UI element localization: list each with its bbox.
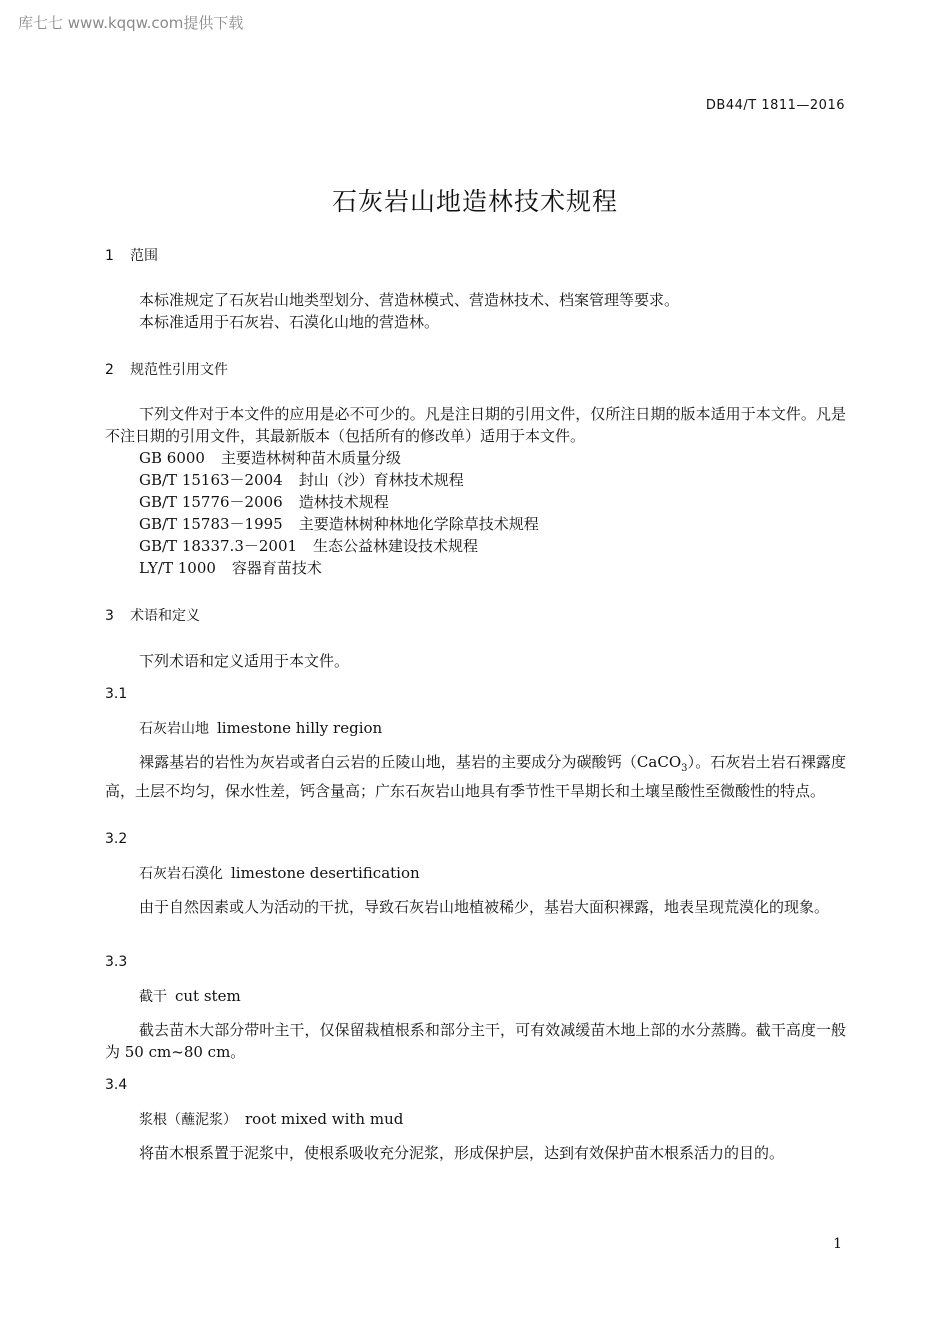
section-title: 术语和定义 bbox=[130, 608, 200, 624]
term-definition: 将苗木根系置于泥浆中，使根系吸收充分泥浆，形成保护层，达到有效保护苗木根系活力的目的。 bbox=[139, 1144, 785, 1162]
section-title: 范围 bbox=[130, 248, 158, 264]
document-id: DB44/T 1811—2016 bbox=[705, 98, 845, 113]
reference-name: 生态公益林建设技术规程 bbox=[313, 537, 479, 555]
page-number: 1 bbox=[833, 1236, 842, 1252]
reference-code: GB 6000 bbox=[139, 449, 205, 467]
reference-code: LY/T 1000 bbox=[139, 559, 216, 577]
scope-paragraph-2: 本标准适用于石灰岩、石漠化山地的营造林。 bbox=[139, 313, 440, 331]
reference-code: GB/T 15163－2004 bbox=[139, 471, 283, 489]
reference-item bbox=[139, 557, 322, 579]
page-title: 石灰岩山地造林技术规程 bbox=[331, 187, 618, 216]
reference-name: 造林技术规程 bbox=[298, 493, 389, 511]
term-cn: 浆根（蘸泥浆） bbox=[139, 1112, 237, 1128]
reference-name: 容器育苗技术 bbox=[231, 559, 322, 577]
section-heading-scope bbox=[105, 245, 158, 265]
section-number: 1 bbox=[105, 248, 114, 264]
term-cn: 石灰岩石漠化 bbox=[139, 866, 223, 882]
term-heading bbox=[139, 985, 241, 1008]
scope-paragraph-1: 本标准规定了石灰岩山地类型划分、营造林模式、营造林技术、档案管理等要求。 bbox=[139, 291, 680, 309]
term-number: 3.3 bbox=[105, 954, 128, 970]
reference-code: GB/T 18337.3－2001 bbox=[139, 537, 298, 555]
reference-item bbox=[139, 469, 464, 491]
watermark: 库七七 www.kqqw.com提供下载 bbox=[18, 14, 244, 32]
term-en: limestone hilly region bbox=[217, 719, 383, 737]
reference-item bbox=[139, 513, 539, 535]
term-number: 3.4 bbox=[105, 1077, 128, 1093]
section-heading-terms bbox=[105, 605, 200, 625]
term-definition: 由于自然因素或人为活动的干扰，导致石灰岩山地植被稀少，基岩大面积裸露，地表呈现荒漠化的现象。 bbox=[139, 898, 830, 916]
reference-code: GB/T 15776－2006 bbox=[139, 493, 283, 511]
section-number: 2 bbox=[105, 362, 114, 378]
section-title: 规范性引用文件 bbox=[130, 362, 228, 378]
term-number: 3.2 bbox=[105, 831, 128, 847]
definition-text: ）。石灰岩土岩石裸露度高，土层不均匀，保水性差，钙含量高；广东石灰岩山地具有季节性干旱期长和土壤呈酸性至微酸性的特点。 bbox=[105, 753, 846, 800]
term-definition: 截去苗木大部分带叶主干，仅保留栽植根系和部分主干，可有效减缓苗木地上部的水分蒸腾。截干高度一般为 50 cm~80 cm。 bbox=[105, 1021, 846, 1061]
reference-item bbox=[139, 491, 389, 513]
term-cn: 石灰岩山地 bbox=[139, 721, 209, 737]
reference-name: 主要造林树种林地化学除草技术规程 bbox=[298, 515, 539, 533]
term-heading bbox=[139, 1108, 403, 1131]
term-en: cut stem bbox=[175, 987, 241, 1005]
term-en: limestone desertification bbox=[231, 864, 420, 882]
reference-item bbox=[139, 535, 478, 557]
reference-name: 封山（沙）育林技术规程 bbox=[298, 471, 464, 489]
references-intro: 下列文件对于本文件的应用是必不可少的。凡是注日期的引用文件，仅所注日期的版本适用于本文件。凡是不注日期的引用文件，其最新版本（包括所有的修改单）适用于本文件。 bbox=[105, 405, 846, 445]
section-heading-references bbox=[105, 359, 228, 379]
term-definition bbox=[105, 751, 846, 802]
term-cn: 截干 bbox=[139, 989, 167, 1005]
subscript: 3 bbox=[681, 763, 688, 774]
term-heading bbox=[139, 717, 382, 740]
reference-item bbox=[139, 447, 401, 469]
reference-name: 主要造林树种苗木质量分级 bbox=[220, 449, 401, 467]
term-en: root mixed with mud bbox=[245, 1110, 404, 1128]
terms-intro: 下列术语和定义适用于本文件。 bbox=[139, 652, 350, 670]
section-number: 3 bbox=[105, 608, 114, 624]
term-heading bbox=[139, 862, 420, 885]
term-number: 3.1 bbox=[105, 686, 128, 702]
reference-code: GB/T 15783－1995 bbox=[139, 515, 283, 533]
definition-text: 裸露基岩的岩性为灰岩或者白云岩的丘陵山地，基岩的主要成分为碳酸钙（CaCO bbox=[139, 753, 682, 771]
